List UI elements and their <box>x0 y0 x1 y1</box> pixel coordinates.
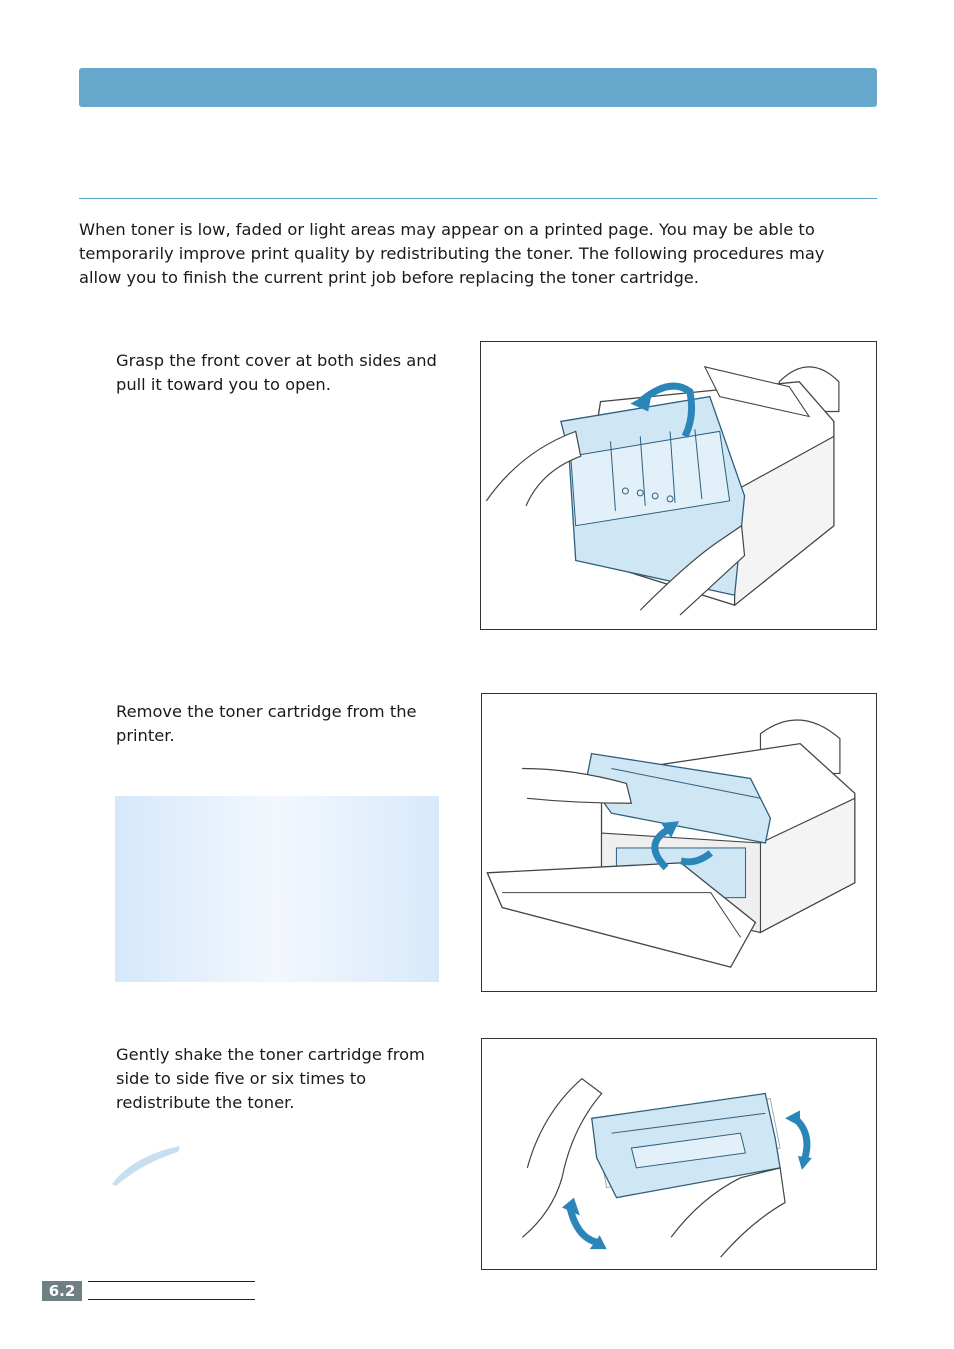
footer-line-top <box>88 1281 255 1282</box>
note-box <box>115 796 439 982</box>
brush-stroke-icon <box>108 1140 186 1188</box>
figure-shake-toner-cartridge <box>481 1038 877 1270</box>
intro-paragraph: When toner is low, faded or light areas may appear on a printed page. You may be able to temporarily improve print quality by redistributing the toner. The following procedures may allow you to finish the current print job before replacing the toner cartridge. <box>79 220 825 287</box>
step-3-text: Gently shake the toner cartridge from side to side five or six times to redistribute the toner. <box>116 1045 425 1112</box>
figure-remove-toner-cartridge <box>481 693 877 992</box>
section-header-bar <box>79 68 877 107</box>
step-1-text: Grasp the front cover at both sides and pull it toward you to open. <box>116 351 437 394</box>
page-number-tab: 6.2 <box>42 1281 82 1301</box>
section-rule <box>79 198 877 199</box>
footer-line-bottom <box>88 1299 255 1300</box>
step-2-text: Remove the toner cartridge from the printer. <box>116 702 417 745</box>
figure-open-front-cover <box>480 341 877 630</box>
